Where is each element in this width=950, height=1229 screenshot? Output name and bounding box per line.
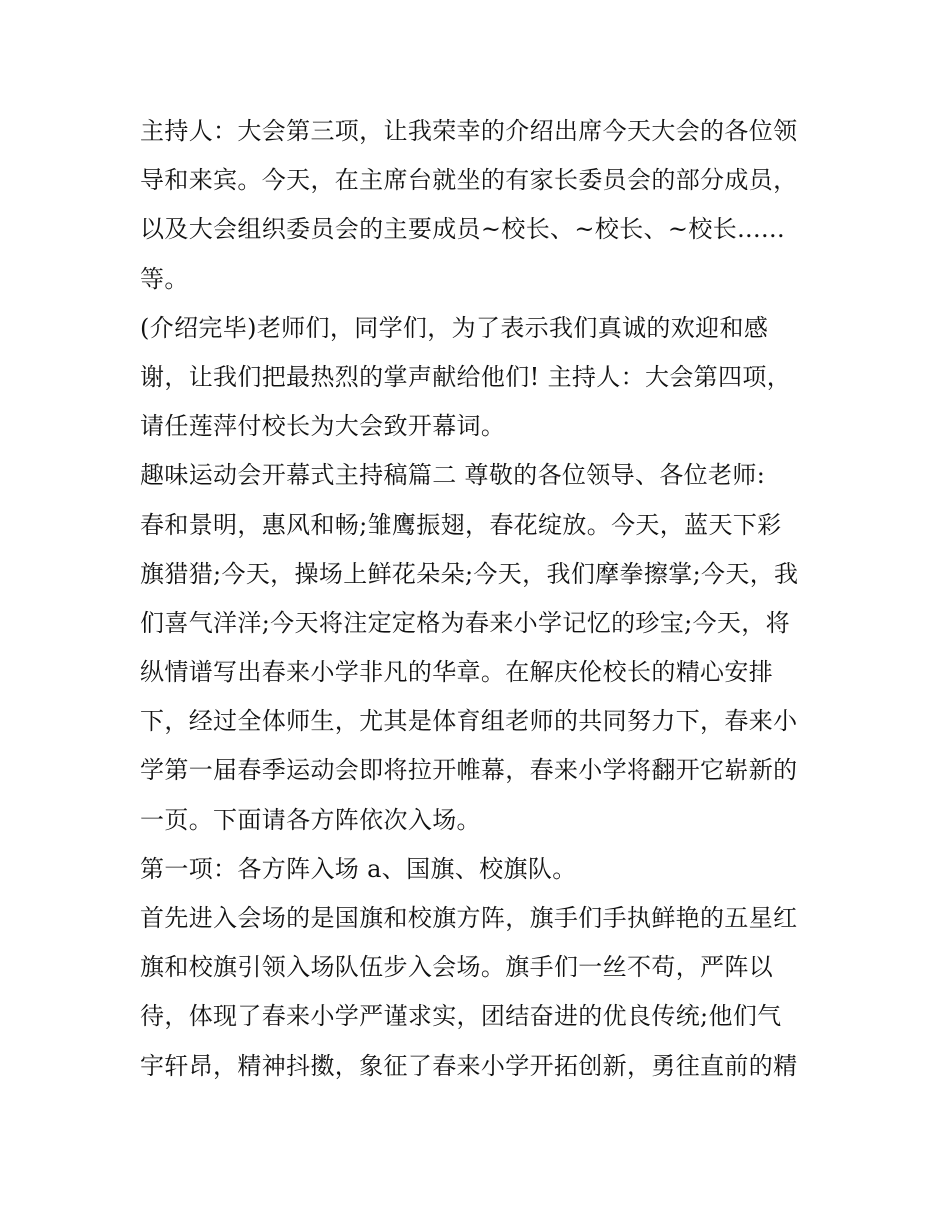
text-line: 趣味运动会开幕式主持稿篇二 尊敬的各位领导、各位老师:	[140, 461, 766, 490]
text-line: 谢，让我们把最热烈的掌声献给他们! 主持人：大会第四项，	[140, 362, 792, 391]
text-line: 一页。下面请各方阵依次入场。	[140, 805, 481, 834]
text-line: 纵情谱写出春来小学非凡的华章。在解庆伦校长的精心安排	[140, 658, 774, 687]
text-line: 导和来宾。今天，在主席台就坐的有家长委员会的部分成员，	[140, 166, 798, 195]
text-line: 第一项：各方阵入场 a、国旗、校旗队。	[140, 854, 577, 883]
text-line: 以及大会组织委员会的主要成员~校长、~校长、~校长......	[140, 215, 785, 244]
document-body	[140, 107, 820, 1091]
text-line: 春和景明，惠风和畅;雏鹰振翅，春花绽放。今天，蓝天下彩	[140, 510, 782, 539]
text-line: 旗和校旗引领入场队伍步入会场。旗手们一丝不苟，严阵以	[140, 953, 774, 982]
text-line: (介绍完毕)老师们，同学们，为了表示我们真诚的欢迎和感	[140, 313, 769, 342]
text-line: 学第一届春季运动会即将拉开帷幕，春来小学将翻开它崭新的	[140, 756, 798, 785]
text-line: 待，体现了春来小学严谨求实，团结奋进的优良传统;他们气	[140, 1002, 782, 1031]
text-line: 下，经过全体师生，尤其是体育组老师的共同努力下，春来小	[140, 707, 798, 736]
text-line: 们喜气洋洋;今天将注定定格为春来小学记忆的珍宝;今天，将	[140, 608, 790, 637]
text-line: 主持人：大会第三项，让我荣幸的介绍出席今天大会的各位领	[140, 117, 798, 145]
text-line: 等。	[140, 264, 189, 293]
text-line: 宇轩昂，精神抖擞，象征了春来小学开拓创新，勇往直前的精	[140, 1051, 798, 1080]
text-line: 旗猎猎;今天，操场上鲜花朵朵;今天，我们摩拳擦掌;今天，我	[140, 559, 799, 588]
text-line: 请任莲萍付校长为大会致开幕词。	[140, 412, 506, 441]
text-line: 首先进入会场的是国旗和校旗方阵，旗手们手执鲜艳的五星红	[140, 904, 798, 932]
